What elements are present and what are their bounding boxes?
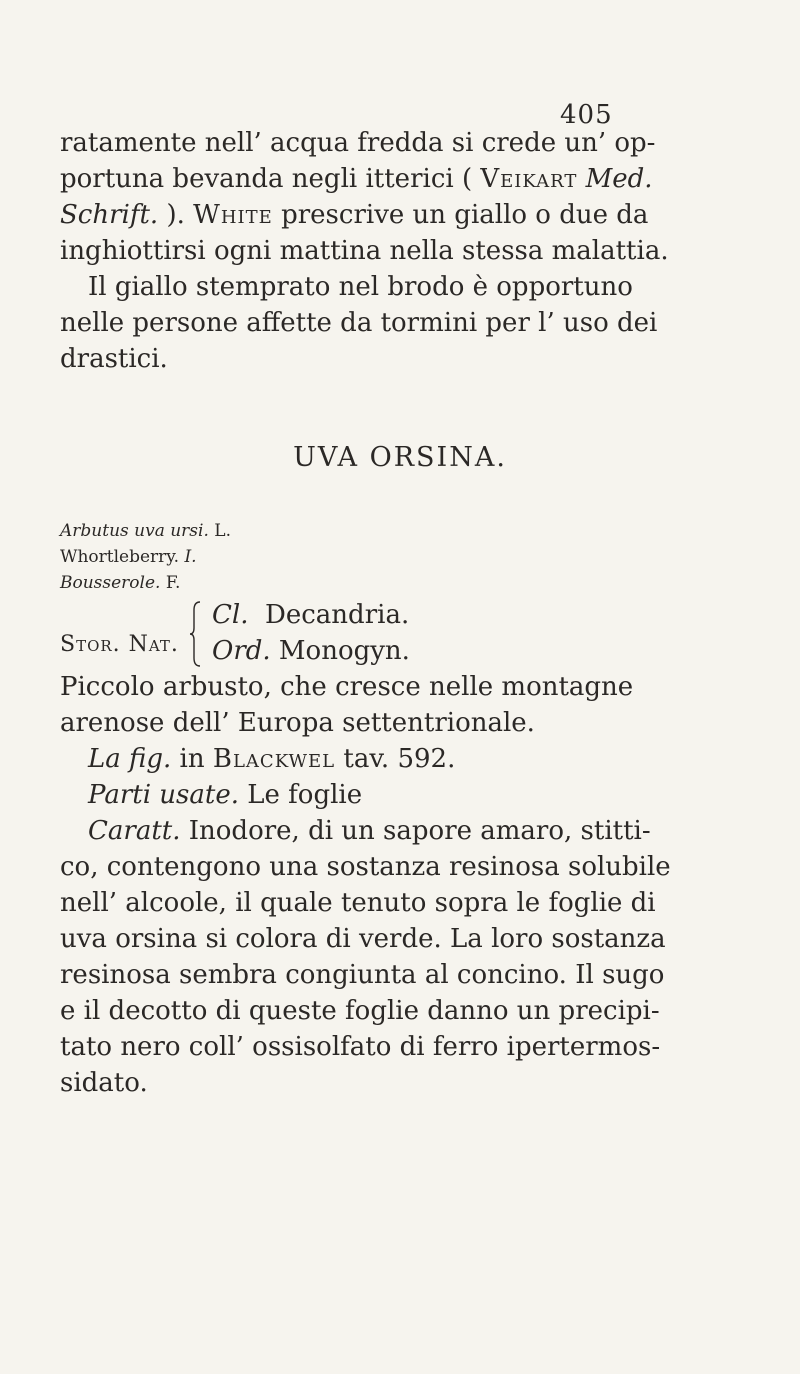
synonym-suffix: F. bbox=[160, 573, 181, 593]
synonym-suffix: L. bbox=[208, 521, 231, 541]
fig-label: La fig. bbox=[88, 744, 172, 774]
text-line bbox=[60, 198, 648, 232]
brace-icon bbox=[190, 600, 202, 668]
classification-label: Stor. Nat. bbox=[60, 632, 179, 657]
synonym-line bbox=[60, 572, 180, 594]
text-line: resinosa sembra congiunta al concino. Il sugo bbox=[60, 960, 665, 990]
text-line bbox=[60, 162, 653, 196]
text-line: Piccolo arbusto, che cresce nelle montagne bbox=[60, 672, 634, 702]
text-line: drastici. bbox=[60, 344, 168, 374]
text-span: in bbox=[171, 744, 213, 774]
text-line bbox=[88, 814, 651, 848]
text-line: ratamente nell’ acqua fredda si crede un’ op- bbox=[60, 128, 656, 158]
synonym-name: Bousserole. bbox=[60, 573, 161, 593]
class-value: Decandria. bbox=[265, 600, 410, 630]
synonym-name: Whortleberry. bbox=[60, 547, 180, 567]
author-name: Blackwel bbox=[212, 744, 336, 774]
page-number: 405 bbox=[560, 100, 613, 130]
class-line bbox=[212, 598, 409, 632]
citation: Med. bbox=[577, 164, 653, 194]
text-line: nelle persone affette da tormini per l’ uso dei bbox=[60, 308, 658, 338]
text-span: Le foglie bbox=[238, 780, 363, 810]
text-span: prescrive un giallo o due da bbox=[272, 200, 649, 230]
text-line: inghiottirsi ogni mattina nella stessa malattia. bbox=[60, 236, 669, 266]
section-title: UVA ORSINA. bbox=[293, 442, 507, 473]
text-span: ). bbox=[158, 200, 194, 230]
parti-label: Parti usate. bbox=[88, 780, 239, 810]
text-line bbox=[88, 778, 362, 812]
author-name: Veikart bbox=[480, 164, 578, 194]
author-name: White bbox=[193, 200, 273, 230]
synonym-suffix: I. bbox=[179, 547, 197, 567]
text-line: tato nero coll’ ossisolfato di ferro ipertermos- bbox=[60, 1032, 661, 1062]
text-span: portuna bevanda negli itterici ( bbox=[60, 164, 481, 194]
synonym-name: Arbutus uva ursi. bbox=[60, 521, 209, 541]
text-line: uva orsina si colora di verde. La loro sostanza bbox=[60, 924, 666, 954]
text-line: nell’ alcoole, il quale tenuto sopra le foglie di bbox=[60, 888, 656, 918]
text-line: e il decotto di queste foglie danno un precipi- bbox=[60, 996, 660, 1026]
text-line: co, contengono una sostanza resinosa solubile bbox=[60, 852, 671, 882]
text-line: sidato. bbox=[60, 1068, 148, 1098]
caratt-label: Caratt. bbox=[88, 816, 181, 846]
text-span: Inodore, di un sapore amaro, stitti- bbox=[180, 816, 651, 846]
synonym-line bbox=[60, 546, 197, 568]
order-line bbox=[212, 634, 410, 668]
order-value: Monogyn. bbox=[278, 636, 410, 666]
synonym-line bbox=[60, 520, 231, 542]
text-line bbox=[88, 742, 455, 776]
class-label: Cl. bbox=[212, 600, 249, 630]
text-line: arenose dell’ Europa settentrionale. bbox=[60, 708, 535, 738]
citation: Schrift. bbox=[60, 200, 159, 230]
text-line: Il giallo stemprato nel brodo è opportuno bbox=[88, 272, 633, 302]
text-span: tav. 592. bbox=[335, 744, 456, 774]
order-label: Ord. bbox=[212, 636, 271, 666]
